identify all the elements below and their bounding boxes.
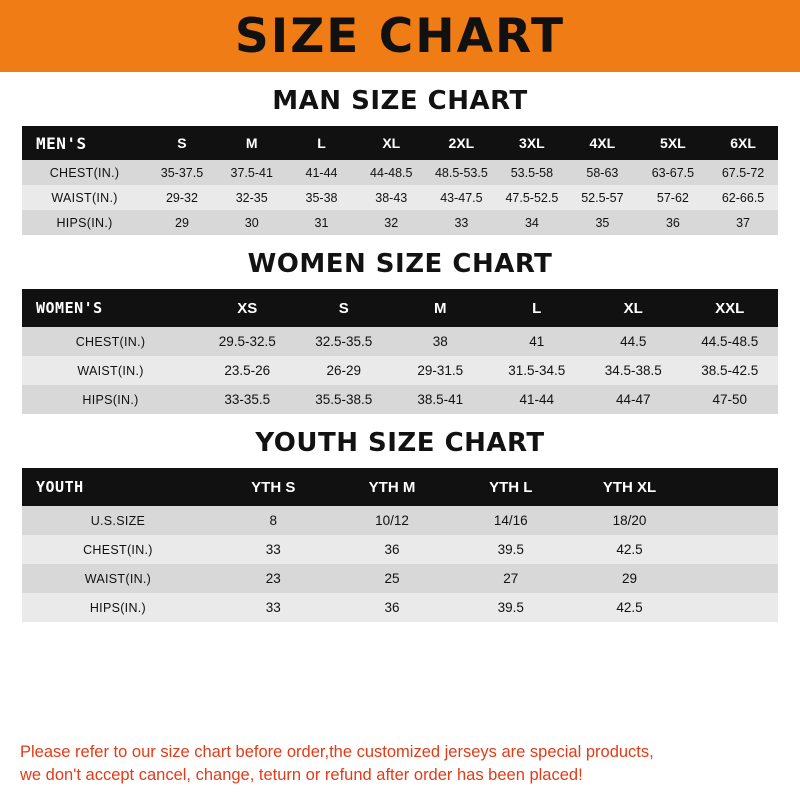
table-row <box>22 185 778 210</box>
table-header-row <box>22 468 778 506</box>
women-col-1: XS <box>237 299 258 317</box>
youth-ussize-m: 10/12 <box>375 513 409 528</box>
women-waist-l: 31.5-34.5 <box>508 363 566 378</box>
men-col-7: 4XL <box>589 135 616 151</box>
women-waist-xl: 34.5-38.5 <box>604 363 662 378</box>
youth-hips-l: 39.5 <box>497 600 524 615</box>
men-table-body <box>22 160 778 235</box>
men-waist-5xl: 57-62 <box>656 190 689 205</box>
men-row-label-waist: WAIST(IN.) <box>51 190 118 205</box>
women-hips-xs: 33-35.5 <box>224 392 271 407</box>
women-col-4: L <box>532 299 542 317</box>
table-header-row <box>22 126 778 160</box>
youth-col-1: YTH S <box>251 478 296 496</box>
youth-ussize-l: 14/16 <box>493 513 528 528</box>
women-size-table <box>22 289 778 414</box>
men-chest-2xl: 48.5-53.5 <box>434 165 488 180</box>
table-row <box>22 160 778 185</box>
women-chest-xxl: 44.5-48.5 <box>701 334 759 349</box>
men-hips-s: 29 <box>175 215 189 230</box>
youth-row-label-chest: CHEST(IN.) <box>83 542 153 557</box>
women-row-label-waist: WAIST(IN.) <box>77 363 144 378</box>
table-header-row <box>22 289 778 327</box>
table-row <box>22 593 778 622</box>
women-waist-xs: 23.5-26 <box>224 363 271 378</box>
women-col-5: XL <box>623 299 643 317</box>
youth-cell-spacer <box>689 593 778 622</box>
men-waist-4xl: 52.5-57 <box>581 190 624 205</box>
youth-col-spacer <box>689 468 778 506</box>
youth-row-label-ussize: U.S.SIZE <box>90 513 146 528</box>
men-col-5: 2XL <box>448 135 475 151</box>
youth-col-4: YTH XL <box>602 478 657 496</box>
men-col-1: S <box>177 135 187 151</box>
table-row <box>22 210 778 235</box>
youth-cell-spacer <box>689 535 778 564</box>
youth-chest-xl: 42.5 <box>616 542 643 557</box>
women-hips-xl: 44-47 <box>615 392 651 407</box>
women-col-3: M <box>434 299 447 317</box>
youth-waist-m: 25 <box>384 571 400 586</box>
men-waist-m: 32-35 <box>235 190 268 205</box>
women-hips-xxl: 47-50 <box>712 392 747 407</box>
women-header-corner: WOMEN'S <box>36 299 103 317</box>
men-chest-5xl: 63-67.5 <box>651 165 695 180</box>
women-waist-s: 26-29 <box>326 363 362 378</box>
youth-size-table <box>22 468 778 622</box>
youth-col-3: YTH L <box>489 478 533 496</box>
youth-row-label-hips: HIPS(IN.) <box>89 600 147 615</box>
section-men <box>0 72 800 235</box>
men-waist-xl: 38-43 <box>375 190 408 205</box>
men-hips-xl: 32 <box>384 215 399 230</box>
youth-header-corner: YOUTH <box>36 478 84 496</box>
youth-col-2: YTH M <box>368 478 416 496</box>
table-row <box>22 385 778 414</box>
men-table-header <box>22 126 778 160</box>
women-waist-xxl: 38.5-42.5 <box>701 363 759 378</box>
section-youth <box>0 414 800 622</box>
youth-cell-spacer <box>689 506 778 535</box>
table-row <box>22 356 778 385</box>
youth-hips-s: 33 <box>265 600 281 615</box>
table-row <box>22 535 778 564</box>
men-waist-l: 35-38 <box>305 190 338 205</box>
men-chest-6xl: 67.5-72 <box>721 165 765 180</box>
youth-cell-spacer <box>689 564 778 593</box>
youth-chest-m: 36 <box>384 542 400 557</box>
youth-ussize-s: 8 <box>269 513 278 528</box>
youth-ussize-xl: 18/20 <box>612 513 647 528</box>
page-title: SIZE CHART <box>234 8 566 64</box>
men-waist-6xl: 62-66.5 <box>721 190 765 205</box>
men-waist-s: 29-32 <box>165 190 198 205</box>
women-row-label-hips: HIPS(IN.) <box>82 392 139 407</box>
women-col-6: XXL <box>715 299 745 317</box>
men-col-8: 5XL <box>660 135 686 151</box>
men-chest-m: 37.5-41 <box>230 165 273 180</box>
women-row-label-chest: CHEST(IN.) <box>75 334 146 349</box>
youth-table-header <box>22 468 778 506</box>
women-table-body <box>22 327 778 414</box>
women-col-2: S <box>338 299 349 317</box>
order-policy-note <box>0 731 800 800</box>
men-chest-s: 35-37.5 <box>160 165 204 180</box>
men-hips-2xl: 33 <box>454 215 469 230</box>
table-row <box>22 327 778 356</box>
youth-chest-l: 39.5 <box>497 542 524 557</box>
women-waist-m: 29-31.5 <box>417 363 464 378</box>
youth-waist-s: 23 <box>265 571 281 586</box>
table-row <box>22 506 778 535</box>
men-waist-2xl: 43-47.5 <box>440 190 483 205</box>
men-size-table <box>22 126 778 235</box>
men-hips-m: 30 <box>244 215 259 230</box>
men-row-label-hips: HIPS(IN.) <box>56 215 113 230</box>
women-table-header <box>22 289 778 327</box>
men-hips-6xl: 37 <box>736 215 751 230</box>
women-chest-xl: 44.5 <box>620 334 647 349</box>
women-section-title: WOMEN SIZE CHART <box>247 249 553 279</box>
men-col-6: 3XL <box>519 135 545 151</box>
women-chest-l: 41 <box>529 334 545 349</box>
youth-waist-xl: 29 <box>622 571 638 586</box>
youth-row-label-waist: WAIST(IN.) <box>84 571 152 586</box>
men-chest-xl: 44-48.5 <box>370 165 413 180</box>
women-chest-m: 38 <box>432 334 448 349</box>
men-hips-3xl: 34 <box>524 215 539 230</box>
youth-hips-xl: 42.5 <box>616 600 643 615</box>
men-chest-l: 41-44 <box>305 165 338 180</box>
note-line-2: we don't accept cancel, change, teturn or refund after order has been placed! <box>20 765 583 784</box>
men-row-label-chest: CHEST(IN.) <box>49 165 120 180</box>
women-hips-m: 38.5-41 <box>417 392 464 407</box>
men-header-corner: MEN'S <box>36 133 87 153</box>
men-chest-3xl: 53.5-58 <box>510 165 554 180</box>
men-section-title: MAN SIZE CHART <box>272 86 528 116</box>
women-hips-s: 35.5-38.5 <box>315 392 373 407</box>
women-chest-s: 32.5-35.5 <box>315 334 373 349</box>
men-col-4: XL <box>382 135 401 151</box>
section-women <box>0 235 800 414</box>
youth-hips-m: 36 <box>384 600 400 615</box>
youth-table-body <box>22 506 778 622</box>
table-row <box>22 564 778 593</box>
men-chest-4xl: 58-63 <box>586 165 619 180</box>
men-col-3: L <box>317 135 326 151</box>
youth-chest-s: 33 <box>265 542 281 557</box>
note-line-1: Please refer to our size chart before order,the customized jerseys are special products, <box>20 743 654 762</box>
youth-section-title: YOUTH SIZE CHART <box>255 428 545 458</box>
page-banner <box>0 0 800 72</box>
men-hips-5xl: 36 <box>665 215 680 230</box>
men-hips-l: 31 <box>314 215 329 230</box>
men-hips-4xl: 35 <box>595 215 610 230</box>
women-chest-xs: 29.5-32.5 <box>218 334 276 349</box>
women-hips-l: 41-44 <box>519 392 554 407</box>
men-col-2: M <box>245 135 258 151</box>
men-col-9: 6XL <box>730 135 756 151</box>
men-waist-3xl: 47.5-52.5 <box>505 190 559 205</box>
youth-waist-l: 27 <box>503 571 519 586</box>
